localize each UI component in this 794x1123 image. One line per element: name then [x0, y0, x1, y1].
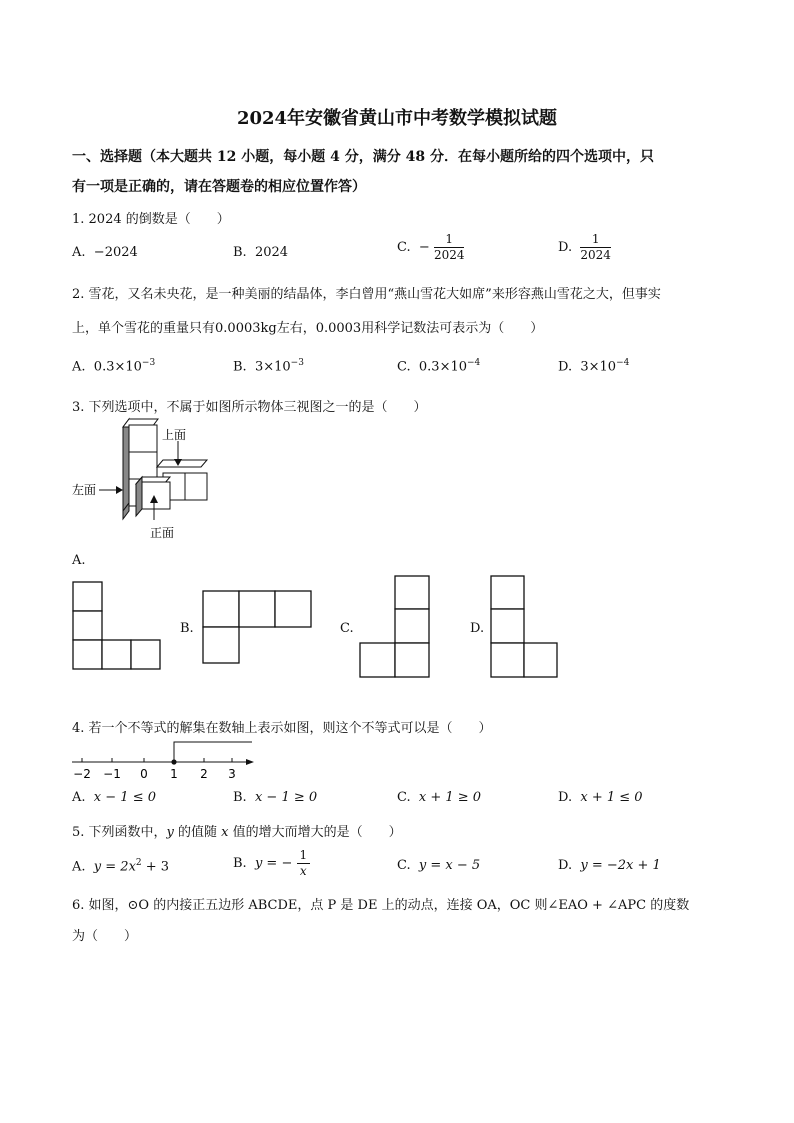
- q2-a-text: 0.3×10: [93, 359, 142, 375]
- q4-b-label: B.: [233, 790, 247, 805]
- q4-tick-label: 1: [170, 767, 178, 780]
- q2-c-label: C.: [397, 359, 411, 375]
- q4-a-text: x − 1 ≤ 0: [93, 790, 156, 805]
- q3-object-figure: [66, 415, 226, 545]
- q1-c-sign: −: [418, 240, 430, 255]
- q5-b-text: y = −: [254, 856, 293, 871]
- q4-closed-point: [171, 759, 176, 764]
- q1-d-label: D.: [558, 240, 573, 255]
- q5-c-text: y = x − 5: [418, 858, 481, 873]
- q2-b-text: 3×10: [254, 359, 291, 375]
- q5-option-b: [233, 848, 310, 879]
- q1-option-d: [558, 232, 611, 263]
- q5-a-label: A.: [72, 859, 86, 875]
- q5-stem-x: x: [221, 825, 229, 840]
- q1-option-a: [72, 245, 138, 260]
- q5-c-label: C.: [397, 858, 411, 873]
- q2-option-b: [233, 358, 304, 374]
- q4-option-a: [72, 790, 156, 805]
- q1-a-text: −2024: [93, 245, 138, 260]
- q5-b-denominator: x: [299, 864, 307, 878]
- q5-option-a: [72, 858, 169, 874]
- section-heading-line2: 有一项是正确的，请在答题卷的相应位置作答）: [72, 179, 366, 195]
- q4-d-text: x + 1 ≤ 0: [580, 790, 643, 805]
- q2-stem-part3: 左右，0.0003用科学记数法可表示为（ ）: [276, 321, 544, 336]
- q2-c-text: 0.3×10: [418, 359, 467, 375]
- q1-b-text: 2024: [254, 245, 289, 260]
- q1-option-b: [233, 245, 288, 260]
- section-heading-line1: 一、选择题（本大题共 12 小题，每小题 4 分，满分 48 分．在每小题所给的四个选项中，只: [72, 149, 654, 165]
- q4-option-c: [397, 790, 481, 805]
- q4-option-d: [558, 790, 643, 805]
- q2-a-label: A.: [72, 359, 86, 375]
- q1-d-denominator: 2024: [580, 248, 611, 262]
- q2-b-label: B.: [233, 359, 247, 375]
- q6-stem-line1: 6. 如图，⊙O 的内接正五边形 ABCDE，点 P 是 DE 上的动点，连接 OA，OC 则∠EAO + ∠APC 的度数: [72, 898, 690, 913]
- q3-d-label: D.: [470, 621, 485, 636]
- q5-b-label: B.: [233, 856, 247, 871]
- q3-b-label: B.: [180, 621, 194, 636]
- q1-stem: 1. 2024 的倒数是（ ）: [72, 212, 230, 227]
- q5-option-d: [558, 858, 661, 873]
- q5-b-fraction: [297, 848, 311, 879]
- q3-label-top: 上面: [162, 428, 187, 442]
- q5-d-label: D.: [558, 858, 573, 873]
- q2-d-text: 3×10: [580, 359, 617, 375]
- q5-stem-part3: 值的增大而增大的是（ ）: [228, 825, 402, 840]
- q1-a-label: A.: [72, 245, 86, 260]
- q1-c-label: C.: [397, 240, 411, 255]
- q2-stem-part1: 上，单个雪花的重量只有: [72, 321, 216, 336]
- page-title: 2024年安徽省黄山市中考数学模拟试题: [236, 108, 558, 129]
- q4-option-b: [233, 790, 317, 805]
- q5-stem-part2: 的值随: [173, 825, 222, 840]
- q6-stem-line2: 为（ ）: [72, 929, 138, 944]
- q3-option-c-figure: [359, 575, 431, 678]
- q5-stem-y: y: [166, 825, 174, 840]
- q2-b-exp: −3: [290, 358, 304, 368]
- q2-d-label: D.: [558, 359, 573, 375]
- q1-d-fraction: [580, 232, 611, 263]
- q2-option-a: [72, 358, 155, 374]
- q1-option-c: [397, 232, 464, 263]
- q2-stem-line2: [72, 317, 543, 336]
- q3-option-a-figure: [72, 581, 162, 671]
- q1-c-denominator: 2024: [433, 248, 465, 262]
- q4-tick-label: −1: [103, 767, 121, 780]
- q2-option-d: [558, 358, 629, 374]
- q1-d-numerator: 1: [580, 232, 611, 248]
- q5-stem-part1: 5. 下列函数中，: [72, 825, 167, 840]
- q5-a-tail: + 3: [141, 859, 170, 875]
- q4-b-text: x − 1 ≥ 0: [254, 790, 318, 805]
- q5-b-numerator: 1: [297, 848, 311, 864]
- q5-a-text: y = 2x: [93, 859, 136, 875]
- q1-c-numerator: 1: [434, 232, 465, 248]
- q2-stem-line1: 2. 雪花，又名未央花，是一种美丽的结晶体，李白曾用“燕山雪花大如席”来形容燕山雪花之大，但事实: [72, 287, 661, 302]
- q5-d-text: y = −2x + 1: [580, 858, 661, 873]
- q3-label-front: 正面: [150, 526, 175, 540]
- q2-d-exp: −4: [616, 358, 630, 368]
- q4-d-label: D.: [558, 790, 573, 805]
- q4-tick-label: −2: [73, 767, 91, 780]
- q1-b-label: B.: [233, 245, 247, 260]
- q3-option-b-figure: [202, 590, 312, 664]
- q5-a-exp: 2: [135, 858, 142, 868]
- q4-a-label: A.: [72, 790, 86, 805]
- q4-c-label: C.: [397, 790, 411, 805]
- q4-c-text: x + 1 ≥ 0: [418, 790, 482, 805]
- q2-mass-value: 0.0003kg: [215, 321, 277, 336]
- q2-option-c: [397, 358, 480, 374]
- q1-c-fraction: [434, 232, 465, 263]
- q5-stem: [72, 821, 402, 840]
- q3-c-label: C.: [340, 621, 354, 636]
- q3-option-d-figure: [490, 575, 558, 678]
- q4-number-line: [66, 738, 256, 780]
- q4-tick-label: 3: [228, 767, 236, 780]
- q3-label-left: 左面: [72, 483, 97, 497]
- q4-stem: 4. 若一个不等式的解集在数轴上表示如图，则这个不等式可以是（ ）: [72, 721, 492, 736]
- q4-tick-label: 0: [140, 767, 148, 780]
- q4-tick-label: 2: [200, 767, 208, 780]
- q3-stem: 3. 下列选项中，不属于如图所示物体三视图之一的是（ ）: [72, 400, 427, 415]
- q5-option-c: [397, 858, 480, 873]
- q3-a-label: A.: [72, 553, 86, 568]
- q2-a-exp: −3: [141, 358, 156, 368]
- q2-c-exp: −4: [467, 358, 481, 368]
